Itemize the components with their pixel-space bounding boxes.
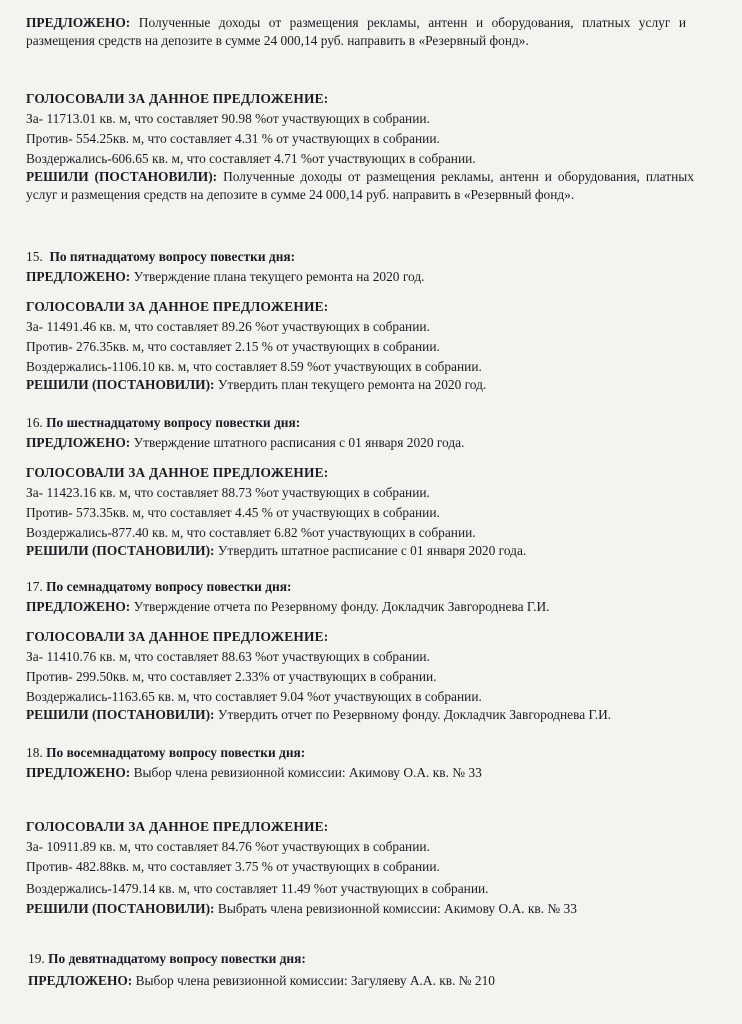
decided-label: РЕШИЛИ (ПОСТАНОВИЛИ): [26,707,215,722]
proposed-label: ПРЕДЛОЖЕНО: [26,599,131,614]
vote-for: За- 11423.16 кв. м, что составляет 88.73 %от участвующих в собрании. [26,485,430,500]
item-title [28,950,742,968]
item-title-text: По пятнадцатому вопросу повестки дня: [49,249,296,264]
vote-against: Против- 573.35кв. м, что составляет 4.45 % от участвующих в собрании. [26,505,440,520]
intro-proposal [26,14,686,50]
voted-heading: ГОЛОСОВАЛИ ЗА ДАННОЕ ПРЕДЛОЖЕНИЕ: [26,465,329,480]
proposed-text: Полученные доходы от размещения рекламы, антенн и оборудования, платных услуг и размещения средств на депозите в сумме 24 000,14 руб. направить в «Резервный фонд». [26,15,686,48]
agenda-item-16 [26,414,742,560]
decided-text: Выбрать члена ревизионной комиссии: Акимову О.А. кв. № 33 [217,901,577,916]
decided-text: Полученные доходы от размещения рекламы, антенн и оборудования, платных услуг и размещения средств на депозите в сумме 24 000,14 руб. направить в «Резервный фонд». [26,169,694,202]
vote-for: За- 11713.01 кв. м, что составляет 90.98 %от участвующих в собрании. [26,111,430,126]
vote-for: За- 10911.89 кв. м, что составляет 84.76 %от участвующих в собрании. [26,839,430,854]
decision [26,376,742,394]
intro-votes [26,90,694,204]
item-proposal [26,598,742,616]
voted-heading: ГОЛОСОВАЛИ ЗА ДАННОЕ ПРЕДЛОЖЕНИЕ: [26,629,329,644]
item-proposal [28,972,742,990]
item-proposal [26,434,742,452]
vote-for: За- 11491.46 кв. м, что составляет 89.26 %от участвующих в собрании. [26,319,430,334]
decision [26,900,742,918]
proposed-label: ПРЕДЛОЖЕНО: [26,269,131,284]
proposed-label: ПРЕДЛОЖЕНО: [26,15,131,30]
proposed-text: Утверждение отчета по Резервному фонду. Докладчик Завгороднева Г.И. [133,599,550,614]
decision [26,542,742,560]
vote-abstained: Воздержались-1479.14 кв. м, что составляет 11.49 %от участвующих в собрании. [26,881,489,896]
decided-label: РЕШИЛИ (ПОСТАНОВИЛИ): [26,901,215,916]
agenda-item-18 [26,744,742,918]
item-number: 19. [28,951,45,966]
agenda-item-19 [28,950,742,990]
proposed-text: Утверждение штатного расписания с 01 января 2020 года. [133,435,465,450]
item-proposal [26,268,742,286]
agenda-item-17 [26,578,742,724]
proposed-label: ПРЕДЛОЖЕНО: [28,973,133,988]
voted-heading: ГОЛОСОВАЛИ ЗА ДАННОЕ ПРЕДЛОЖЕНИЕ: [26,819,329,834]
item-title-text: По шестнадцатому вопросу повестки дня: [46,415,301,430]
decided-label: РЕШИЛИ (ПОСТАНОВИЛИ): [26,377,215,392]
vote-abstained: Воздержались-1106.10 кв. м, что составляет 8.59 %от участвующих в собрании. [26,359,482,374]
item-number: 16. [26,415,43,430]
proposed-label: ПРЕДЛОЖЕНО: [26,765,131,780]
voted-heading: ГОЛОСОВАЛИ ЗА ДАННОЕ ПРЕДЛОЖЕНИЕ: [26,91,329,106]
item-title [26,578,742,596]
item-title [26,414,742,432]
vote-abstained: Воздержались-1163.65 кв. м, что составляет 9.04 %от участвующих в собрании. [26,689,482,704]
item-title [26,744,742,762]
vote-against: Против- 554.25кв. м, что составляет 4.31 % от участвующих в собрании. [26,131,440,146]
proposed-text: Утверждение плана текущего ремонта на 2020 год. [133,269,425,284]
proposed-text: Выбор члена ревизионной комиссии: Акимову О.А. кв. № 33 [133,765,482,780]
decided-label: РЕШИЛИ (ПОСТАНОВИЛИ): [26,169,218,184]
voted-heading: ГОЛОСОВАЛИ ЗА ДАННОЕ ПРЕДЛОЖЕНИЕ: [26,299,329,314]
proposed-text: Выбор члена ревизионной комиссии: Загуляеву А.А. кв. № 210 [135,973,495,988]
decision [26,706,742,724]
vote-abstained: Воздержались-606.65 кв. м, что составляет 4.71 %от участвующих в собрании. [26,151,476,166]
item-number: 17. [26,579,43,594]
decided-text: Утвердить штатное расписание с 01 января 2020 года. [217,543,527,558]
item-number: 18. [26,745,43,760]
item-title-text: По семнадцатому вопросу повестки дня: [46,579,292,594]
decided-text: Утвердить отчет по Резервному фонду. Докладчик Завгороднева Г.И. [217,707,612,722]
vote-abstained: Воздержались-877.40 кв. м, что составляет 6.82 %от участвующих в собрании. [26,525,476,540]
vote-against: Против- 482.88кв. м, что составляет 3.75 % от участвующих в собрании. [26,859,440,874]
decided-label: РЕШИЛИ (ПОСТАНОВИЛИ): [26,543,215,558]
item-proposal [26,764,742,782]
agenda-item-15 [26,248,742,394]
proposed-label: ПРЕДЛОЖЕНО: [26,435,131,450]
decided-text: Утвердить план текущего ремонта на 2020 год. [217,377,487,392]
item-title-text: По восемнадцатому вопросу повестки дня: [46,745,306,760]
item-number: 15. [26,249,43,264]
item-title-text: По девятнадцатому вопросу повестки дня: [48,951,306,966]
vote-against: Против- 299.50кв. м, что составляет 2.33% от участвующих в собрании. [26,669,437,684]
vote-against: Против- 276.35кв. м, что составляет 2.15 % от участвующих в собрании. [26,339,440,354]
decision [26,168,694,204]
item-title [26,248,742,266]
vote-for: За- 11410.76 кв. м, что составляет 88.63 %от участвующих в собрании. [26,649,430,664]
